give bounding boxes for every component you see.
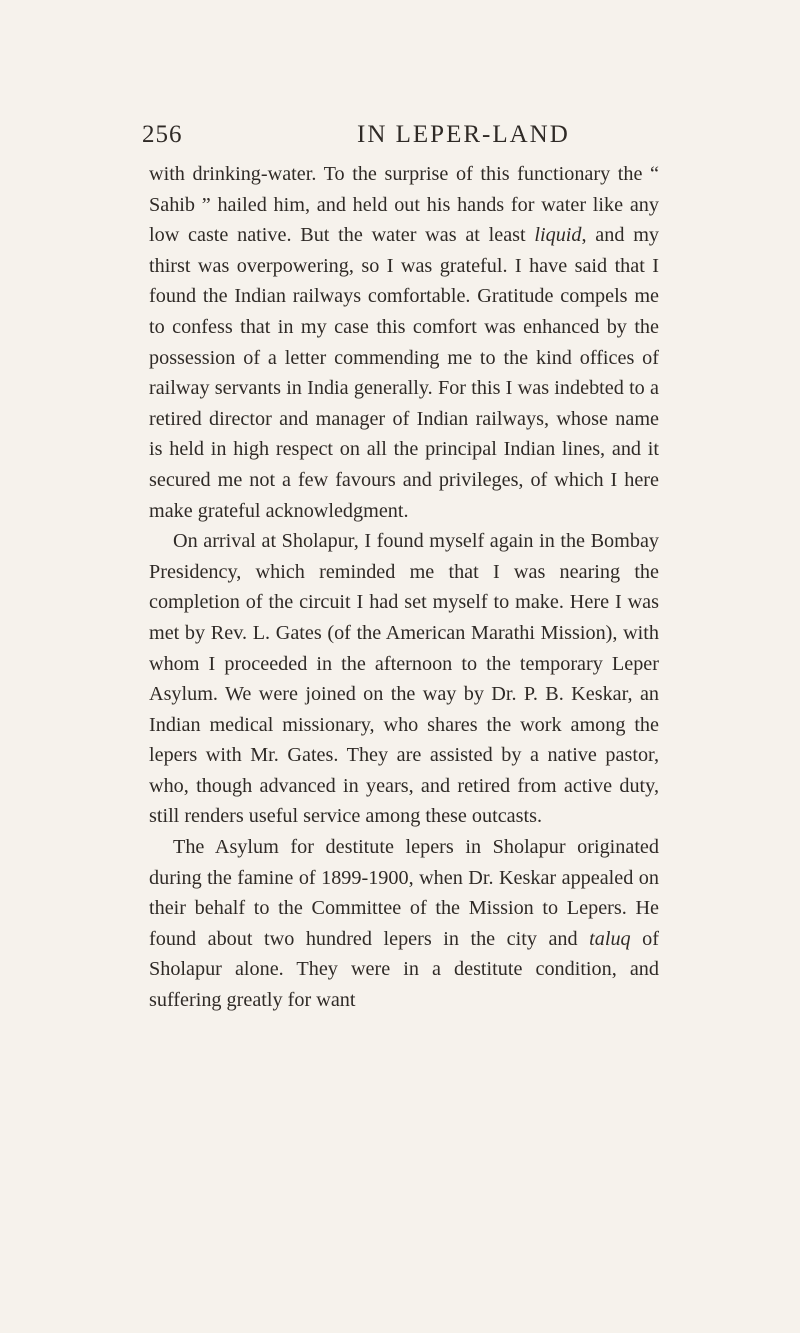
page-header xyxy=(142,121,662,161)
page-number: 256 xyxy=(142,121,183,148)
text-segment: On arrival at Sholapur, I found myself again in the Bombay Presidency, which reminded me that I was nearing the completion of the circuit I had set myself to make. Here I was met by Rev. L. Gates (of the American Marathi Mission), with whom I proceeded in the afternoon to the temporary Leper Asylum. We were joined on the way by Dr. P. B. Keskar, an Indian medical missionary, who shares the work among the lepers with Mr. Gates. They are assisted by a native pastor, who, though advanced in years, and retired from active duty, still renders useful service among these outcasts. xyxy=(149,530,659,828)
paragraph-3 xyxy=(149,832,659,1016)
text-segment: , and my thirst was overpowering, so I was grateful. I have said that I found the Indian railways comfortable. Gratitude compels me to confess that in my case this comfort was enhanced by the possession of a letter commending me to the kind offices of railway servants in India generally. For this I was indebted to a retired director and manager of Indian railways, whose name is held in high respect on all the principal Indian lines, and it secured me not a few favours and privileges, of which I here make grateful acknowledgment. xyxy=(149,224,659,522)
paragraph-2 xyxy=(149,526,659,832)
body-text xyxy=(149,159,659,1016)
running-head: IN LEPER-LAND xyxy=(357,121,570,148)
text-segment: with drinking-water. To the surprise of this functionary the “ Sahib ” hailed him, and held out his hands for water like any low caste native. But the water was at least xyxy=(149,163,659,247)
text-segment: The Asylum for destitute lepers in Sholapur originated during the famine of 1899-1900, when Dr. Keskar appealed on their behalf to the Committee of the Mission to Lepers. He found about two hundred lepers in the city and xyxy=(149,836,659,950)
italic-word-taluq: taluq xyxy=(589,927,631,950)
italic-word-liquid: liquid xyxy=(534,224,582,247)
text-segment: of Sholapur alone. They were in a destitute condition, and suffering greatly for want xyxy=(149,927,659,1012)
paragraph-1 xyxy=(149,159,659,526)
